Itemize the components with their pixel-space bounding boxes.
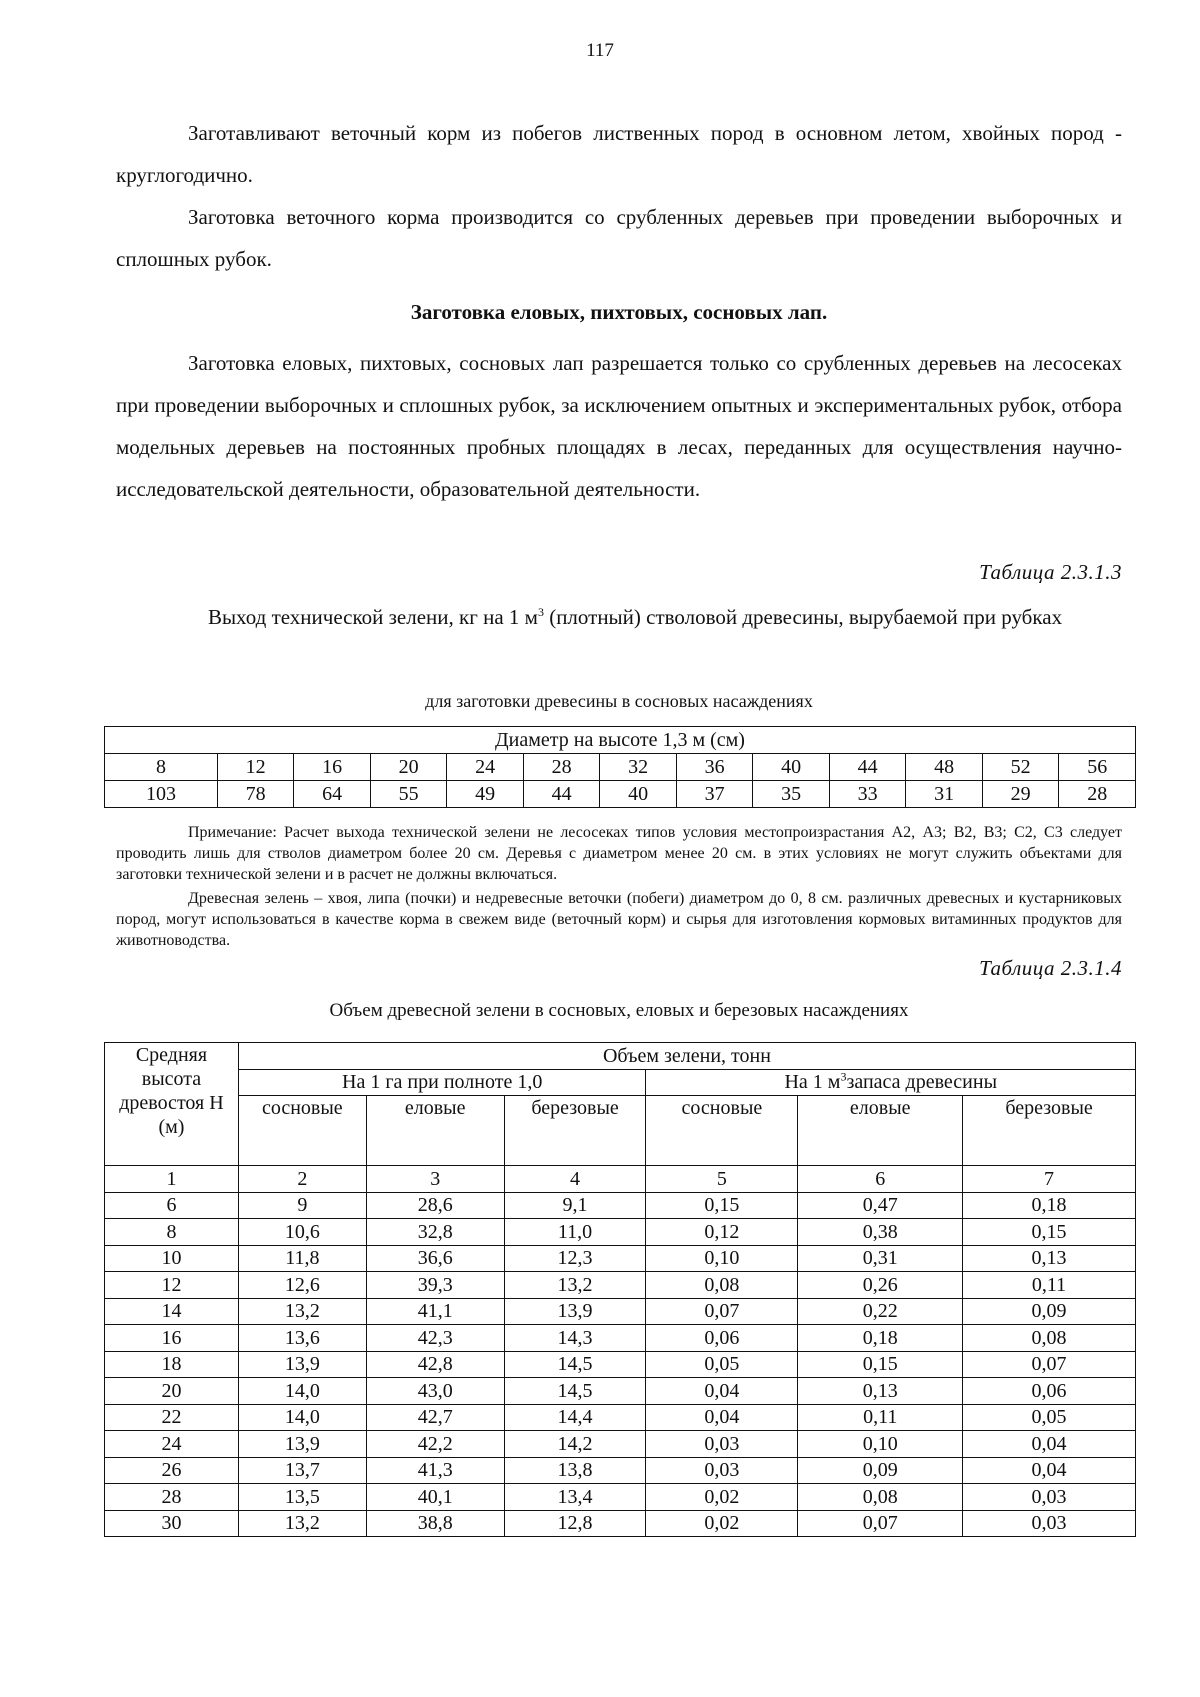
table2-cell-6-1: 13,9	[238, 1351, 366, 1378]
table2-cell-6-0: 18	[105, 1351, 239, 1378]
table2-cell-2-3: 12,3	[504, 1245, 646, 1272]
table2-cell-2-2: 36,6	[366, 1245, 504, 1272]
table2-cell-4-3: 13,9	[504, 1298, 646, 1325]
table2-cell-0-3: 9,1	[504, 1192, 646, 1219]
table2-cell-3-4: 0,08	[646, 1272, 798, 1299]
table2-cell-2-1: 11,8	[238, 1245, 366, 1272]
table2-cell-8-1: 14,0	[238, 1404, 366, 1431]
table2-cell-12-0: 30	[105, 1510, 239, 1537]
table2-header-row-1	[105, 1043, 1136, 1070]
table2-cell-1-0: 8	[105, 1219, 239, 1246]
table2-cell-6-3: 14,5	[504, 1351, 646, 1378]
table-row	[105, 1457, 1136, 1484]
table2-col-height: Средняя высота древостоя Н (м)	[105, 1043, 239, 1166]
table1-diameter-0: 8	[105, 754, 218, 781]
table-row	[105, 1510, 1136, 1537]
table2-header-row-2	[105, 1069, 1136, 1096]
table2-body	[105, 1166, 1136, 1537]
table2-cell-9-5: 0,10	[798, 1431, 963, 1458]
table2-cell-7-5: 0,13	[798, 1378, 963, 1405]
table2-cell-10-4: 0,03	[646, 1457, 798, 1484]
table1-value-8: 35	[753, 781, 830, 808]
table2-cell-1-6: 0,15	[963, 1219, 1136, 1246]
table1-diameter-10: 48	[906, 754, 983, 781]
table2-cell-10-0: 26	[105, 1457, 239, 1484]
table2-label: Таблица 2.3.1.4	[979, 956, 1122, 980]
table1-diameter-6: 32	[600, 754, 677, 781]
table2-species-2: березовые	[504, 1096, 646, 1166]
table2-cell-4-2: 41,1	[366, 1298, 504, 1325]
table2-cell-6-4: 0,05	[646, 1351, 798, 1378]
table2-cell-9-0: 24	[105, 1431, 239, 1458]
table1-diameter-9: 44	[829, 754, 906, 781]
table2-cell-4-5: 0,22	[798, 1298, 963, 1325]
table2-species-3: сосновые	[646, 1096, 798, 1166]
table1-diameter-2: 16	[294, 754, 371, 781]
table1-diameter-5: 28	[523, 754, 600, 781]
table1-header-row	[105, 727, 1136, 754]
table1-caption-sup: 3	[537, 605, 544, 619]
table2-cell-9-3: 14,2	[504, 1431, 646, 1458]
table-row	[105, 1192, 1136, 1219]
table2-cell-0-0: 6	[105, 1192, 239, 1219]
table1-value-0: 103	[105, 781, 218, 808]
table2-subgroup-m3-part2: запаса древесины	[846, 1071, 998, 1094]
table2-cell-4-1: 13,2	[238, 1298, 366, 1325]
table2-cell-8-2: 42,7	[366, 1404, 504, 1431]
table2-cell-7-6: 0,06	[963, 1378, 1136, 1405]
table2-cell-8-6: 0,05	[963, 1404, 1136, 1431]
table-row	[105, 1298, 1136, 1325]
table2-cell-0-5: 0,47	[798, 1192, 963, 1219]
section-heading: Заготовка еловых, пихтовых, сосновых лап.	[410, 300, 828, 324]
table2-cell-7-4: 0,04	[646, 1378, 798, 1405]
table2-cell-1-4: 0,12	[646, 1219, 798, 1246]
table2-cell-9-1: 13,9	[238, 1431, 366, 1458]
table1-value-3: 55	[370, 781, 447, 808]
table1-diameter-8: 40	[753, 754, 830, 781]
table2-cell-7-3: 14,5	[504, 1378, 646, 1405]
table2-cell-11-6: 0,03	[963, 1484, 1136, 1511]
table-row	[105, 1272, 1136, 1299]
table2-cell-5-6: 0,08	[963, 1325, 1136, 1352]
table1-value-5: 44	[523, 781, 600, 808]
table1-value-4: 49	[447, 781, 524, 808]
table1-diameter-row	[105, 754, 1136, 781]
table2-cell-2-5: 0,31	[798, 1245, 963, 1272]
table2-caption: Объем древесной зелени в сосновых, еловых и березовых насаждениях	[329, 1000, 909, 1021]
paragraph-branch-feed-season: Заготавливают веточный корм из побегов лиственных пород в основном летом, хвойных пород - круглогодично.	[116, 121, 1122, 187]
table1-value-11: 29	[982, 781, 1059, 808]
table2-cell-0-2: 28,6	[366, 1192, 504, 1219]
table1-value-10: 31	[906, 781, 983, 808]
table1-value-2: 64	[294, 781, 371, 808]
table-green-yield	[104, 726, 1136, 808]
table2-cell-12-2: 38,8	[366, 1510, 504, 1537]
table2-cell-11-2: 40,1	[366, 1484, 504, 1511]
table2-cell-12-5: 0,07	[798, 1510, 963, 1537]
table2-cell-8-4: 0,04	[646, 1404, 798, 1431]
table2-cell-11-3: 13,4	[504, 1484, 646, 1511]
table2-cell-6-6: 0,07	[963, 1351, 1136, 1378]
table2-species-4: еловые	[798, 1096, 963, 1166]
table2-cell-5-3: 14,3	[504, 1325, 646, 1352]
page-number: 117	[586, 40, 614, 61]
table2-column-number-row	[105, 1166, 1136, 1193]
table2-group-header: Объем зелени, тонн	[238, 1043, 1135, 1070]
table2-cell-11-1: 13,5	[238, 1484, 366, 1511]
table2-cell-5-0: 16	[105, 1325, 239, 1352]
table-row	[105, 1325, 1136, 1352]
paragraph-conifer-branches: Заготовка еловых, пихтовых, сосновых лап разрешается только со срубленных деревьев на лесосеках при проведении выборочных и сплошных рубок, за исключением опытных и экспериментальных рубок, отбора модельных деревьев на постоянных пробных площадях в лесах, переданных для осуществления научно-исследовательской деятельности, образовательной деятельности.	[116, 351, 1122, 501]
table2-cell-3-0: 12	[105, 1272, 239, 1299]
table2-cell-0-6: 0,18	[963, 1192, 1136, 1219]
table2-cell-11-5: 0,08	[798, 1484, 963, 1511]
table1-value-12: 28	[1059, 781, 1136, 808]
table2-column-number-0: 1	[105, 1166, 239, 1193]
table2-species-row	[105, 1096, 1136, 1166]
table2-cell-10-6: 0,04	[963, 1457, 1136, 1484]
table2-cell-3-6: 0,11	[963, 1272, 1136, 1299]
table1-label: Таблица 2.3.1.3	[979, 560, 1122, 584]
table2-cell-5-1: 13,6	[238, 1325, 366, 1352]
table2-cell-8-0: 22	[105, 1404, 239, 1431]
note-calculation: Примечание: Расчет выхода технической зелени не лесосеках типов условия местопроизрастания А2, А3; В2, В3; С2, С3 следует проводить лишь для стволов диаметром более 20 см. Деревья с диаметром менее 20 см. в этих условиях не могут служить объектами для заготовки технической зелени и в расчет не должны включаться.	[116, 824, 1122, 883]
table2-species-1: еловые	[366, 1096, 504, 1166]
table2-subgroup-ha: На 1 га при полноте 1,0	[238, 1069, 646, 1096]
table1-diameter-1: 12	[217, 754, 294, 781]
table2-cell-10-1: 13,7	[238, 1457, 366, 1484]
table1-caption-part1: Выход технической зелени, кг на 1 м	[207, 605, 538, 629]
table2-cell-4-4: 0,07	[646, 1298, 798, 1325]
table2-cell-1-3: 11,0	[504, 1219, 646, 1246]
table2-cell-1-2: 32,8	[366, 1219, 504, 1246]
table2-subgroup-m3-part1: На 1 м	[784, 1071, 841, 1094]
table2-column-number-5: 6	[798, 1166, 963, 1193]
table2-cell-10-5: 0,09	[798, 1457, 963, 1484]
table1-diameter-4: 24	[447, 754, 524, 781]
table1-caption	[150, 598, 1120, 636]
table1-caption-part2: (плотный) стволовой древесины, вырубаемой при рубках	[543, 605, 1063, 629]
table2-cell-8-3: 14,4	[504, 1404, 646, 1431]
table1-diameter-11: 52	[982, 754, 1059, 781]
table2-cell-5-5: 0,18	[798, 1325, 963, 1352]
table2-cell-3-3: 13,2	[504, 1272, 646, 1299]
table-row	[105, 1245, 1136, 1272]
table2-cell-11-4: 0,02	[646, 1484, 798, 1511]
table-green-volume	[104, 1042, 1136, 1537]
table2-column-number-6: 7	[963, 1166, 1136, 1193]
table2-cell-0-4: 0,15	[646, 1192, 798, 1219]
table2-cell-7-1: 14,0	[238, 1378, 366, 1405]
table2-subgroup-m3-sup: 3	[840, 1069, 847, 1084]
table-row	[105, 1219, 1136, 1246]
table2-cell-10-3: 13,8	[504, 1457, 646, 1484]
table2-cell-2-6: 0,13	[963, 1245, 1136, 1272]
table1-diameter-3: 20	[370, 754, 447, 781]
table2-cell-1-5: 0,38	[798, 1219, 963, 1246]
table2-cell-12-1: 13,2	[238, 1510, 366, 1537]
table2-cell-4-6: 0,09	[963, 1298, 1136, 1325]
table2-cell-12-3: 12,8	[504, 1510, 646, 1537]
table2-cell-0-1: 9	[238, 1192, 366, 1219]
table2-species-5: березовые	[963, 1096, 1136, 1166]
table1-value-row	[105, 781, 1136, 808]
table2-cell-3-1: 12,6	[238, 1272, 366, 1299]
table2-column-number-1: 2	[238, 1166, 366, 1193]
table1-header-diameter: Диаметр на высоте 1,3 м (см)	[105, 727, 1136, 754]
table1-value-6: 40	[600, 781, 677, 808]
table2-cell-9-4: 0,03	[646, 1431, 798, 1458]
table2-cell-12-6: 0,03	[963, 1510, 1136, 1537]
table1-value-7: 37	[676, 781, 753, 808]
table-row	[105, 1378, 1136, 1405]
table-row	[105, 1484, 1136, 1511]
table2-cell-5-2: 42,3	[366, 1325, 504, 1352]
table2-cell-9-6: 0,04	[963, 1431, 1136, 1458]
table2-cell-6-2: 42,8	[366, 1351, 504, 1378]
table2-cell-7-2: 43,0	[366, 1378, 504, 1405]
table2-column-number-3: 4	[504, 1166, 646, 1193]
table1-value-1: 78	[217, 781, 294, 808]
table2-cell-5-4: 0,06	[646, 1325, 798, 1352]
table2-cell-6-5: 0,15	[798, 1351, 963, 1378]
table2-cell-8-5: 0,11	[798, 1404, 963, 1431]
table2-cell-7-0: 20	[105, 1378, 239, 1405]
table2-cell-2-0: 10	[105, 1245, 239, 1272]
table-row	[105, 1351, 1136, 1378]
table2-column-number-2: 3	[366, 1166, 504, 1193]
table1-diameter-12: 56	[1059, 754, 1136, 781]
table2-cell-4-0: 14	[105, 1298, 239, 1325]
table2-cell-12-4: 0,02	[646, 1510, 798, 1537]
table2-cell-3-5: 0,26	[798, 1272, 963, 1299]
table2-cell-10-2: 41,3	[366, 1457, 504, 1484]
table1-diameter-7: 36	[676, 754, 753, 781]
paragraph-branch-feed-source: Заготовка веточного корма производится со срубленных деревьев при проведении выборочных и сплошных рубок.	[116, 205, 1122, 271]
table2-species-0: сосновые	[238, 1096, 366, 1166]
table2-cell-1-1: 10,6	[238, 1219, 366, 1246]
table2-column-number-4: 5	[646, 1166, 798, 1193]
table1-subcaption: для заготовки древесины в сосновых насаждениях	[425, 691, 813, 711]
note-definition: Древесная зелень – хвоя, липа (почки) и недревесные веточки (побеги) диаметром до 0, 8 см. различных древесных и кустарниковых пород, могут использоваться в качестве корма в свежем виде (веточный корм) и сырья для изготовления кормовых витаминных продуктов для животноводства.	[116, 890, 1122, 949]
table2-cell-2-4: 0,10	[646, 1245, 798, 1272]
table1-value-9: 33	[829, 781, 906, 808]
table2-cell-3-2: 39,3	[366, 1272, 504, 1299]
table2-cell-9-2: 42,2	[366, 1431, 504, 1458]
table2-subgroup-m3	[646, 1069, 1136, 1096]
table-row	[105, 1404, 1136, 1431]
table-row	[105, 1431, 1136, 1458]
table2-cell-11-0: 28	[105, 1484, 239, 1511]
